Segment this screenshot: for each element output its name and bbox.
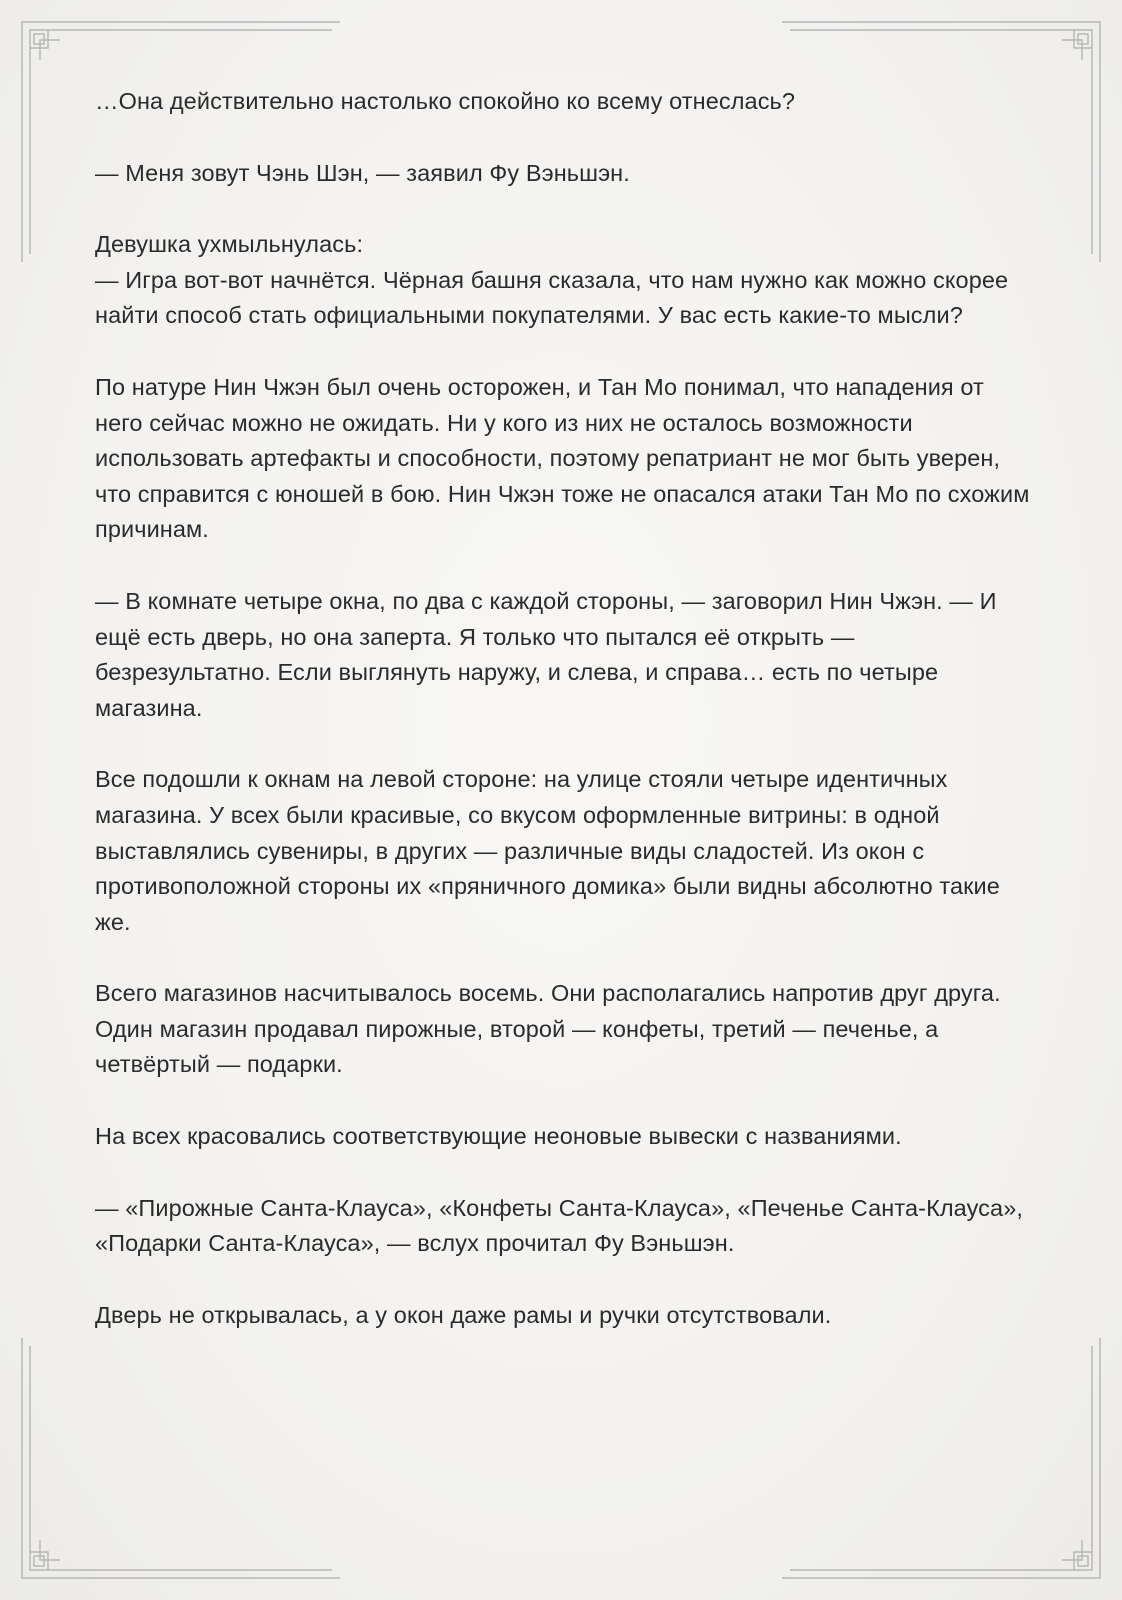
corner-ornament-bottom-right <box>782 1338 1100 1578</box>
paragraph: Всего магазинов насчитывалось восемь. Они располагались напротив друг друга. Один магазин продавал пирожные, второй — конфеты, третий — печенье, а четвёртый — подарки. <box>95 980 1001 1078</box>
paragraph: — В комнате четыре окна, по два с каждой стороны, — заговорил Нин Чжэн. — И ещё есть дверь, но она заперта. Я только что пытался её открыть — безрезультатно. Если выглянуть наружу, и слева, и справа… есть по четыре магазина. <box>95 587 997 721</box>
paragraph: — Игра вот-вот начнётся. Чёрная башня сказала, что нам нужно как можно скорее найти способ стать официальными покупателями. У вас есть какие-то мысли? <box>95 266 1009 329</box>
paragraph: …Она действительно настолько спокойно ко всему отнеслась? <box>95 88 796 114</box>
paragraph: — «Пирожные Санта-Клауса», «Конфеты Санта-Клауса», «Печенье Санта-Клауса», «Подарки Санта-Клауса», — вслух прочитал Фу Вэньшэн. <box>95 1194 1023 1257</box>
paragraph: — Меня зовут Чэнь Шэн, — заявил Фу Вэньшэн. <box>95 159 630 186</box>
paragraph: Дверь не открывалась, а у окон даже рамы и ручки отсутствовали. <box>95 1301 832 1328</box>
chapter-text <box>95 84 1030 1369</box>
paragraph: Все подошли к окнам на левой стороне: на улице стояли четыре идентичных магазина. У всех были красивые, со вкусом оформленные витрины: в одной выставлялись сувениры, в других — различные виды сладостей. Из окон с противоположной стороны их «пряничного домика» были видны абсолютно такие же. <box>95 766 1000 935</box>
paragraph: На всех красовались соответствующие неоновые вывески с названиями. <box>95 1123 902 1150</box>
paragraph: Девушка ухмыльнулась: <box>95 231 364 258</box>
paragraph: По натуре Нин Чжэн был очень осторожен, и Тан Мо понимал, что нападения от него сейчас можно не ожидать. Ни у кого из них не осталось возможности использовать артефакты и способности, поэтому репатриант не мог быть уверен, что справится с юношей в бою. Нин Чжэн тоже не опасался атаки Тан Мо по схожим причинам. <box>95 373 1030 543</box>
corner-ornament-bottom-left <box>22 1338 340 1578</box>
